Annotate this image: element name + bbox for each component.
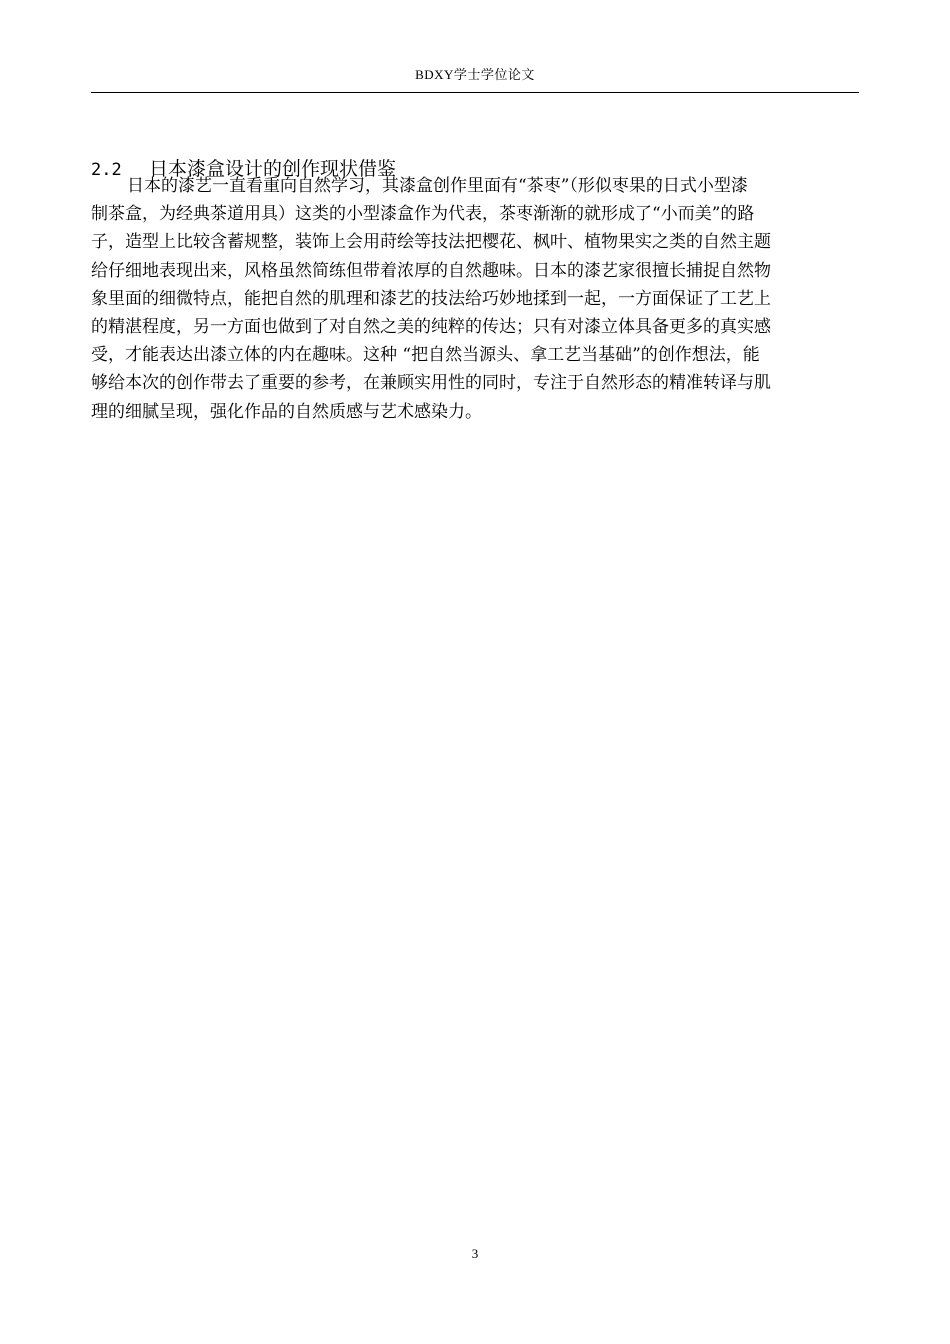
- paragraph-line: 给仔细地表现出来，风格虽然简练但带着浓厚的自然趣味。日本的漆艺家很擅长捕捉自然物: [91, 260, 771, 281]
- paragraph-line: 理的细腻呈现，强化作品的自然质感与艺术感染力。: [91, 401, 482, 422]
- page-number: 3: [471, 1246, 479, 1261]
- paragraph-line: 子，造型上比较含蓄规整，装饰上会用莳绘等技法把樱花、枫叶、植物果实之类的自然主题: [91, 232, 771, 253]
- paragraph-line: 的精湛程度，另一方面也做到了对自然之美的纯粹的传达；只有对漆立体具备更多的真实感: [91, 316, 771, 337]
- header-title: BDXY学士学位论文: [415, 67, 535, 82]
- section-title: 日本漆盒设计的创作现状借鉴: [149, 158, 397, 180]
- paragraph-line: 日本的漆艺一直看重向自然学习，其漆盒创作里面有“茶枣”（形似枣果的日式小型漆: [127, 176, 748, 196]
- paragraph-line: 象里面的细微特点，能把自然的肌理和漆艺的技法给巧妙地揉到一起，一方面保证了工艺上: [91, 288, 771, 309]
- paragraph-line: 受，才能表达出漆立体的内在趣味。这种 “把自然当源头、拿工艺当基础”的创作想法，能: [91, 345, 760, 366]
- paragraph-line: 够给本次的创作带去了重要的参考，在兼顾实用性的同时，专注于自然形态的精准转译与肌: [91, 373, 771, 394]
- body-paragraph: [91, 172, 859, 426]
- paragraph-line: 制茶盒，为经典茶道用具）这类的小型漆盒作为代表，茶枣渐渐的就形成了“小而美”的路: [91, 204, 755, 225]
- section-number: 2.2: [91, 160, 122, 180]
- page-header: [91, 64, 859, 93]
